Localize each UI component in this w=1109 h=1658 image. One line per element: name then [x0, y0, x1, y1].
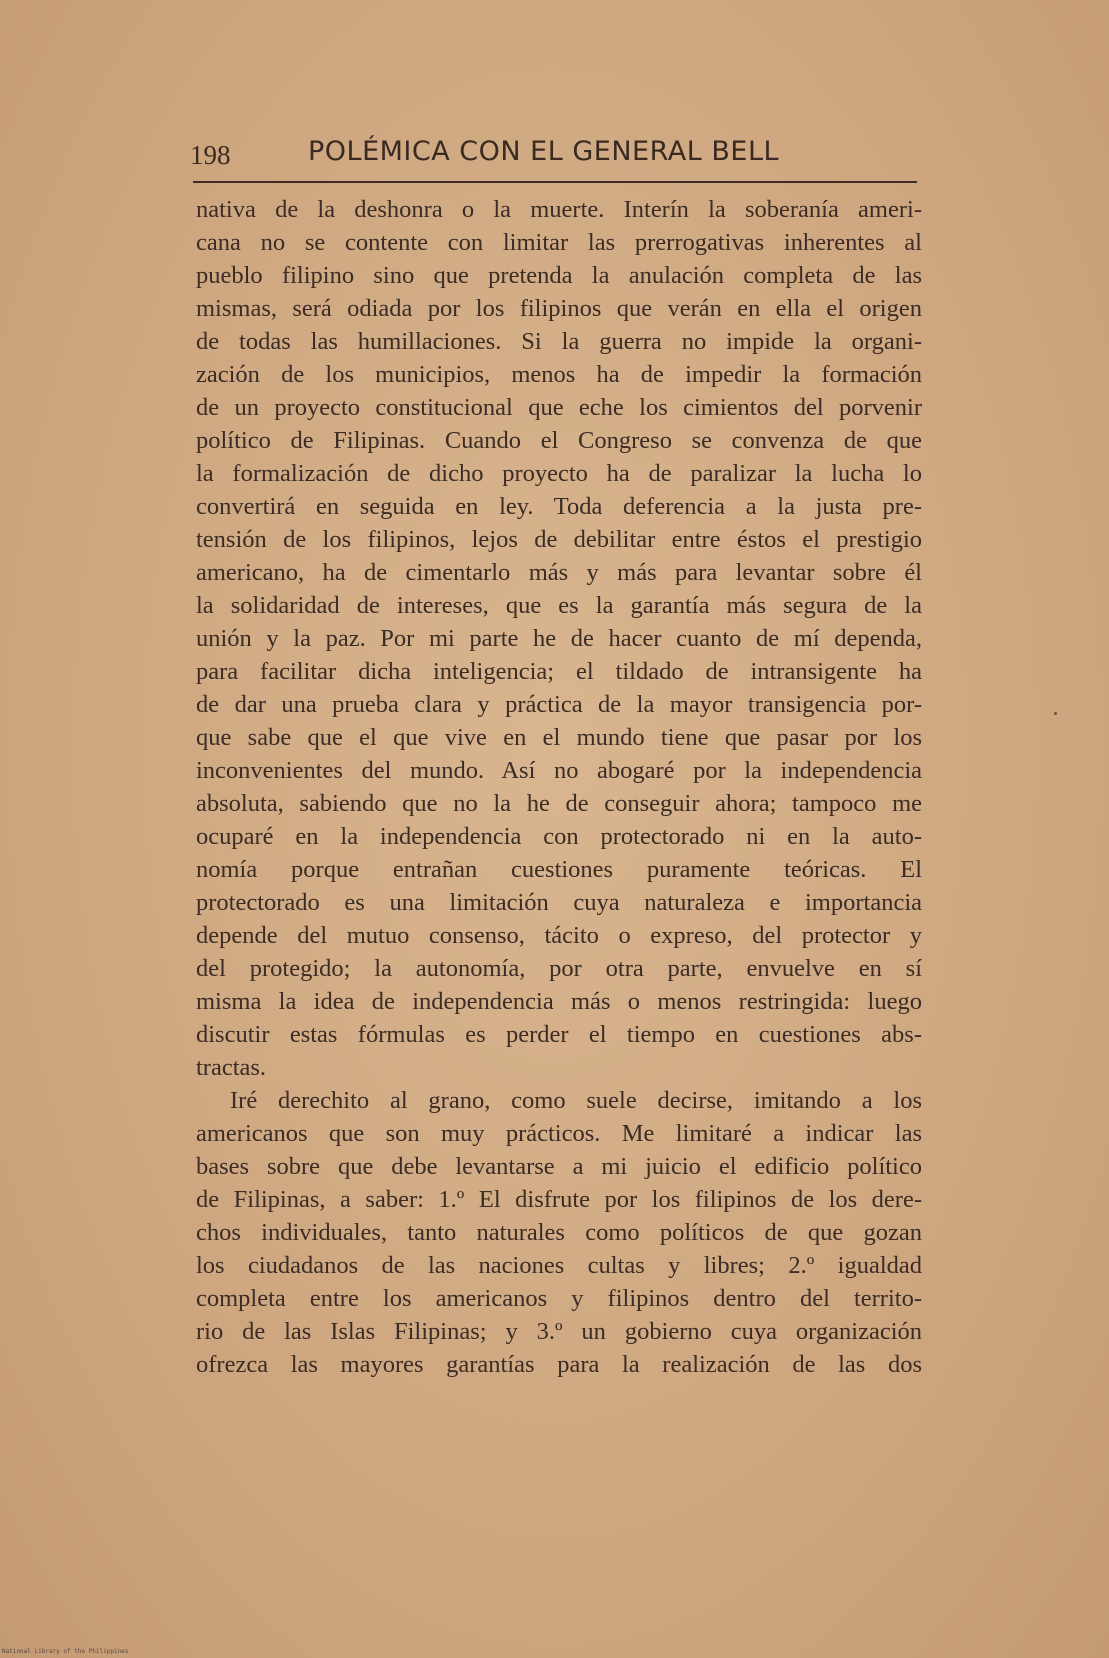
source-note: National Library of the Philippines	[2, 1648, 129, 1655]
text-line: chos individuales, tanto naturales como políticos de que gozan	[196, 1219, 922, 1246]
text-line: inconvenientes del mundo. Así no abogaré por la independencia	[196, 757, 922, 784]
text-line: pueblo filipino sino que pretenda la anulación completa de las	[196, 262, 922, 289]
text-line: de un proyecto constitucional que eche los cimientos del porvenir	[196, 394, 922, 421]
text-line: discutir estas fórmulas es perder el tiempo en cuestiones abs-	[196, 1021, 922, 1048]
text-line: del protegido; la autonomía, por otra parte, envuelve en sí	[196, 955, 922, 982]
text-line: tractas.	[196, 1054, 267, 1081]
body-text	[196, 193, 922, 1381]
text-line: nomía porque entrañan cuestiones puramente teóricas. El	[196, 856, 922, 883]
text-line: político de Filipinas. Cuando el Congreso se convenza de que	[196, 427, 922, 454]
text-line: que sabe que el que vive en el mundo tiene que pasar por los	[196, 724, 922, 751]
text-line: unión y la paz. Por mi parte he de hacer cuanto de mí dependa,	[196, 625, 922, 652]
text-line: de Filipinas, a saber: 1.º El disfrute por los filipinos de los dere-	[196, 1186, 922, 1213]
text-line: la solidaridad de intereses, que es la garantía más segura de la	[196, 592, 922, 619]
text-line: rio de las Islas Filipinas; y 3.º un gobierno cuya organización	[196, 1318, 922, 1345]
text-line: completa entre los americanos y filipinos dentro del territo-	[196, 1285, 922, 1312]
text-line: de todas las humillaciones. Si la guerra no impide la organi-	[196, 328, 922, 355]
text-line: absoluta, sabiendo que no la he de conseguir ahora; tampoco me	[196, 790, 922, 817]
text-line: convertirá en seguida en ley. Toda deferencia a la justa pre-	[196, 493, 922, 520]
text-line: depende del mutuo consenso, tácito o expreso, del protector y	[196, 922, 922, 949]
text-line: los ciudadanos de las naciones cultas y libres; 2.º igualdad	[196, 1252, 922, 1279]
running-title: POLÉMICA CON EL GENERAL BELL	[308, 136, 780, 167]
text-line: para facilitar dicha inteligencia; el tildado de intransigente ha	[196, 658, 922, 685]
text-line: protectorado es una limitación cuya naturaleza e importancia	[196, 889, 922, 916]
text-line: tensión de los filipinos, lejos de debilitar entre éstos el prestigio	[196, 526, 922, 553]
text-line: americano, ha de cimentarlo más y más para levantar sobre él	[196, 559, 922, 586]
text-line: mismas, será odiada por los filipinos que verán en ella el origen	[196, 295, 922, 322]
text-line: zación de los municipios, menos ha de impedir la formación	[196, 361, 922, 388]
text-line: nativa de la deshonra o la muerte. Interín la soberanía ameri-	[196, 196, 922, 223]
text-line: la formalización de dicho proyecto ha de paralizar la lucha lo	[196, 460, 922, 487]
text-line: misma la idea de independencia más o menos restringida: luego	[196, 988, 922, 1015]
paper-speck	[1054, 712, 1057, 715]
text-line: americanos que son muy prácticos. Me limitaré a indicar las	[196, 1120, 922, 1147]
text-line: ocuparé en la independencia con protectorado ni en la auto-	[196, 823, 922, 850]
page-header	[190, 136, 920, 176]
text-line: de dar una prueba clara y práctica de la mayor transigencia por-	[196, 691, 922, 718]
page-number: 198	[190, 140, 231, 170]
text-line: cana no se contente con limitar las prerrogativas inherentes al	[196, 229, 922, 256]
header-rule	[193, 181, 917, 183]
text-line: Iré derechito al grano, como suele decirse, imitando a los	[230, 1087, 922, 1114]
text-line: bases sobre que debe levantarse a mi juicio el edificio político	[196, 1153, 922, 1180]
text-line: ofrezca las mayores garantías para la realización de las dos	[196, 1351, 922, 1378]
